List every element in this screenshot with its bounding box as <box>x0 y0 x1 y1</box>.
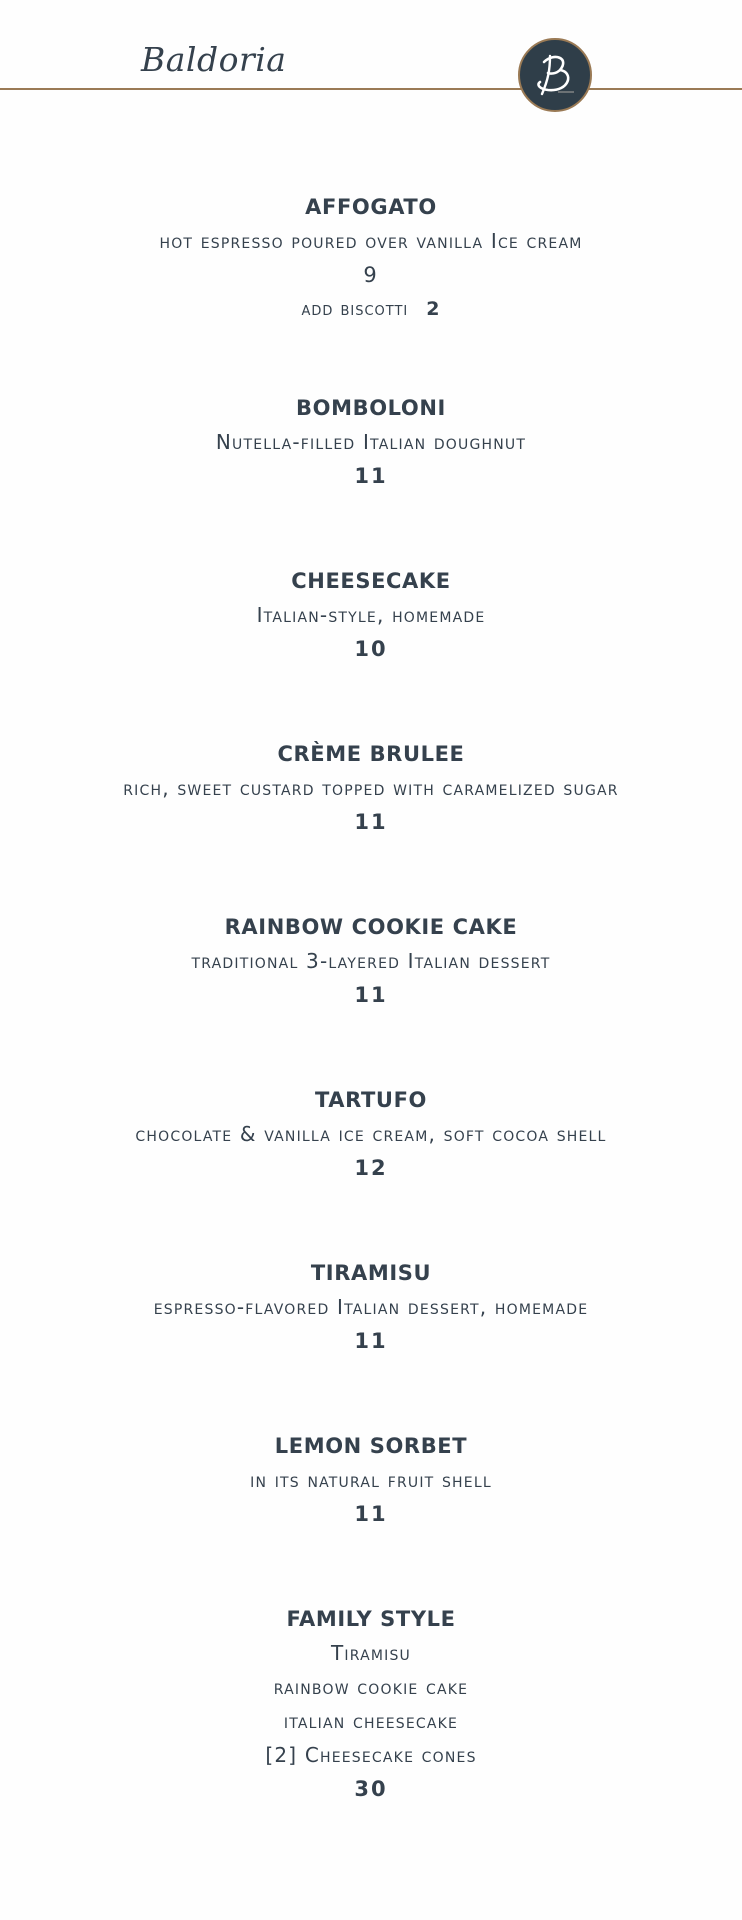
item-description-line: rainbow cookie cake <box>273 1675 469 1699</box>
item-description: Italian-style, homemade <box>256 603 486 627</box>
item-name: TARTUFO <box>315 1088 427 1112</box>
menu-item-tiramisu <box>0 1256 742 1358</box>
item-description: Nutella-filled Italian doughnut <box>215 430 527 454</box>
item-name: RAINBOW COOKIE CAKE <box>224 915 518 939</box>
item-description: hot espresso poured over vanilla Ice cream <box>159 229 583 253</box>
header-rule <box>0 88 742 90</box>
item-description: rich, sweet custard topped with caramelized sugar <box>123 776 619 800</box>
item-price: 9 <box>363 263 379 287</box>
item-name: AFFOGATO <box>305 195 437 219</box>
item-price: 11 <box>354 810 388 834</box>
item-price: 11 <box>354 1502 388 1526</box>
item-price: 30 <box>354 1777 388 1801</box>
item-name: CHEESECAKE <box>291 569 451 593</box>
menu-item-affogato <box>0 190 742 326</box>
item-name: BOMBOLONI <box>296 396 446 420</box>
item-description: espresso-flavored Italian dessert, homemade <box>153 1295 589 1319</box>
brand-name: Baldoria <box>141 40 287 79</box>
item-description-line: Tiramisu <box>330 1641 412 1665</box>
item-name: FAMILY STYLE <box>286 1607 456 1631</box>
item-description: in its natural fruit shell <box>250 1468 492 1492</box>
menu-item-creme-brulee <box>0 737 742 839</box>
menu-item-tartufo <box>0 1083 742 1185</box>
menu-item-bomboloni <box>0 391 742 493</box>
addon-price: 2 <box>426 298 441 320</box>
item-price: 11 <box>354 983 388 1007</box>
header <box>0 0 742 140</box>
item-addon <box>0 292 742 326</box>
item-description-line: italian cheesecake <box>283 1709 459 1733</box>
item-price: 10 <box>354 637 388 661</box>
item-name: CRÈME BRULEE <box>277 742 465 766</box>
addon-label: add biscotti <box>301 298 409 320</box>
menu-item-rainbow-cookie-cake <box>0 910 742 1012</box>
item-price: 12 <box>354 1156 388 1180</box>
menu-item-lemon-sorbet <box>0 1429 742 1531</box>
logo-b-icon <box>520 40 590 110</box>
item-price: 11 <box>354 1329 388 1353</box>
menu-item-cheesecake <box>0 564 742 666</box>
brand-logo <box>518 38 592 112</box>
item-description: chocolate & vanilla ice cream, soft cocoa shell <box>135 1122 607 1146</box>
item-name: LEMON SORBET <box>274 1434 468 1458</box>
item-description: traditional 3-layered Italian dessert <box>191 949 551 973</box>
item-price: 11 <box>354 464 388 488</box>
item-name: TIRAMISU <box>310 1261 432 1285</box>
menu-item-family-style <box>0 1602 742 1806</box>
item-description-line: [2] Cheesecake cones <box>265 1743 477 1767</box>
